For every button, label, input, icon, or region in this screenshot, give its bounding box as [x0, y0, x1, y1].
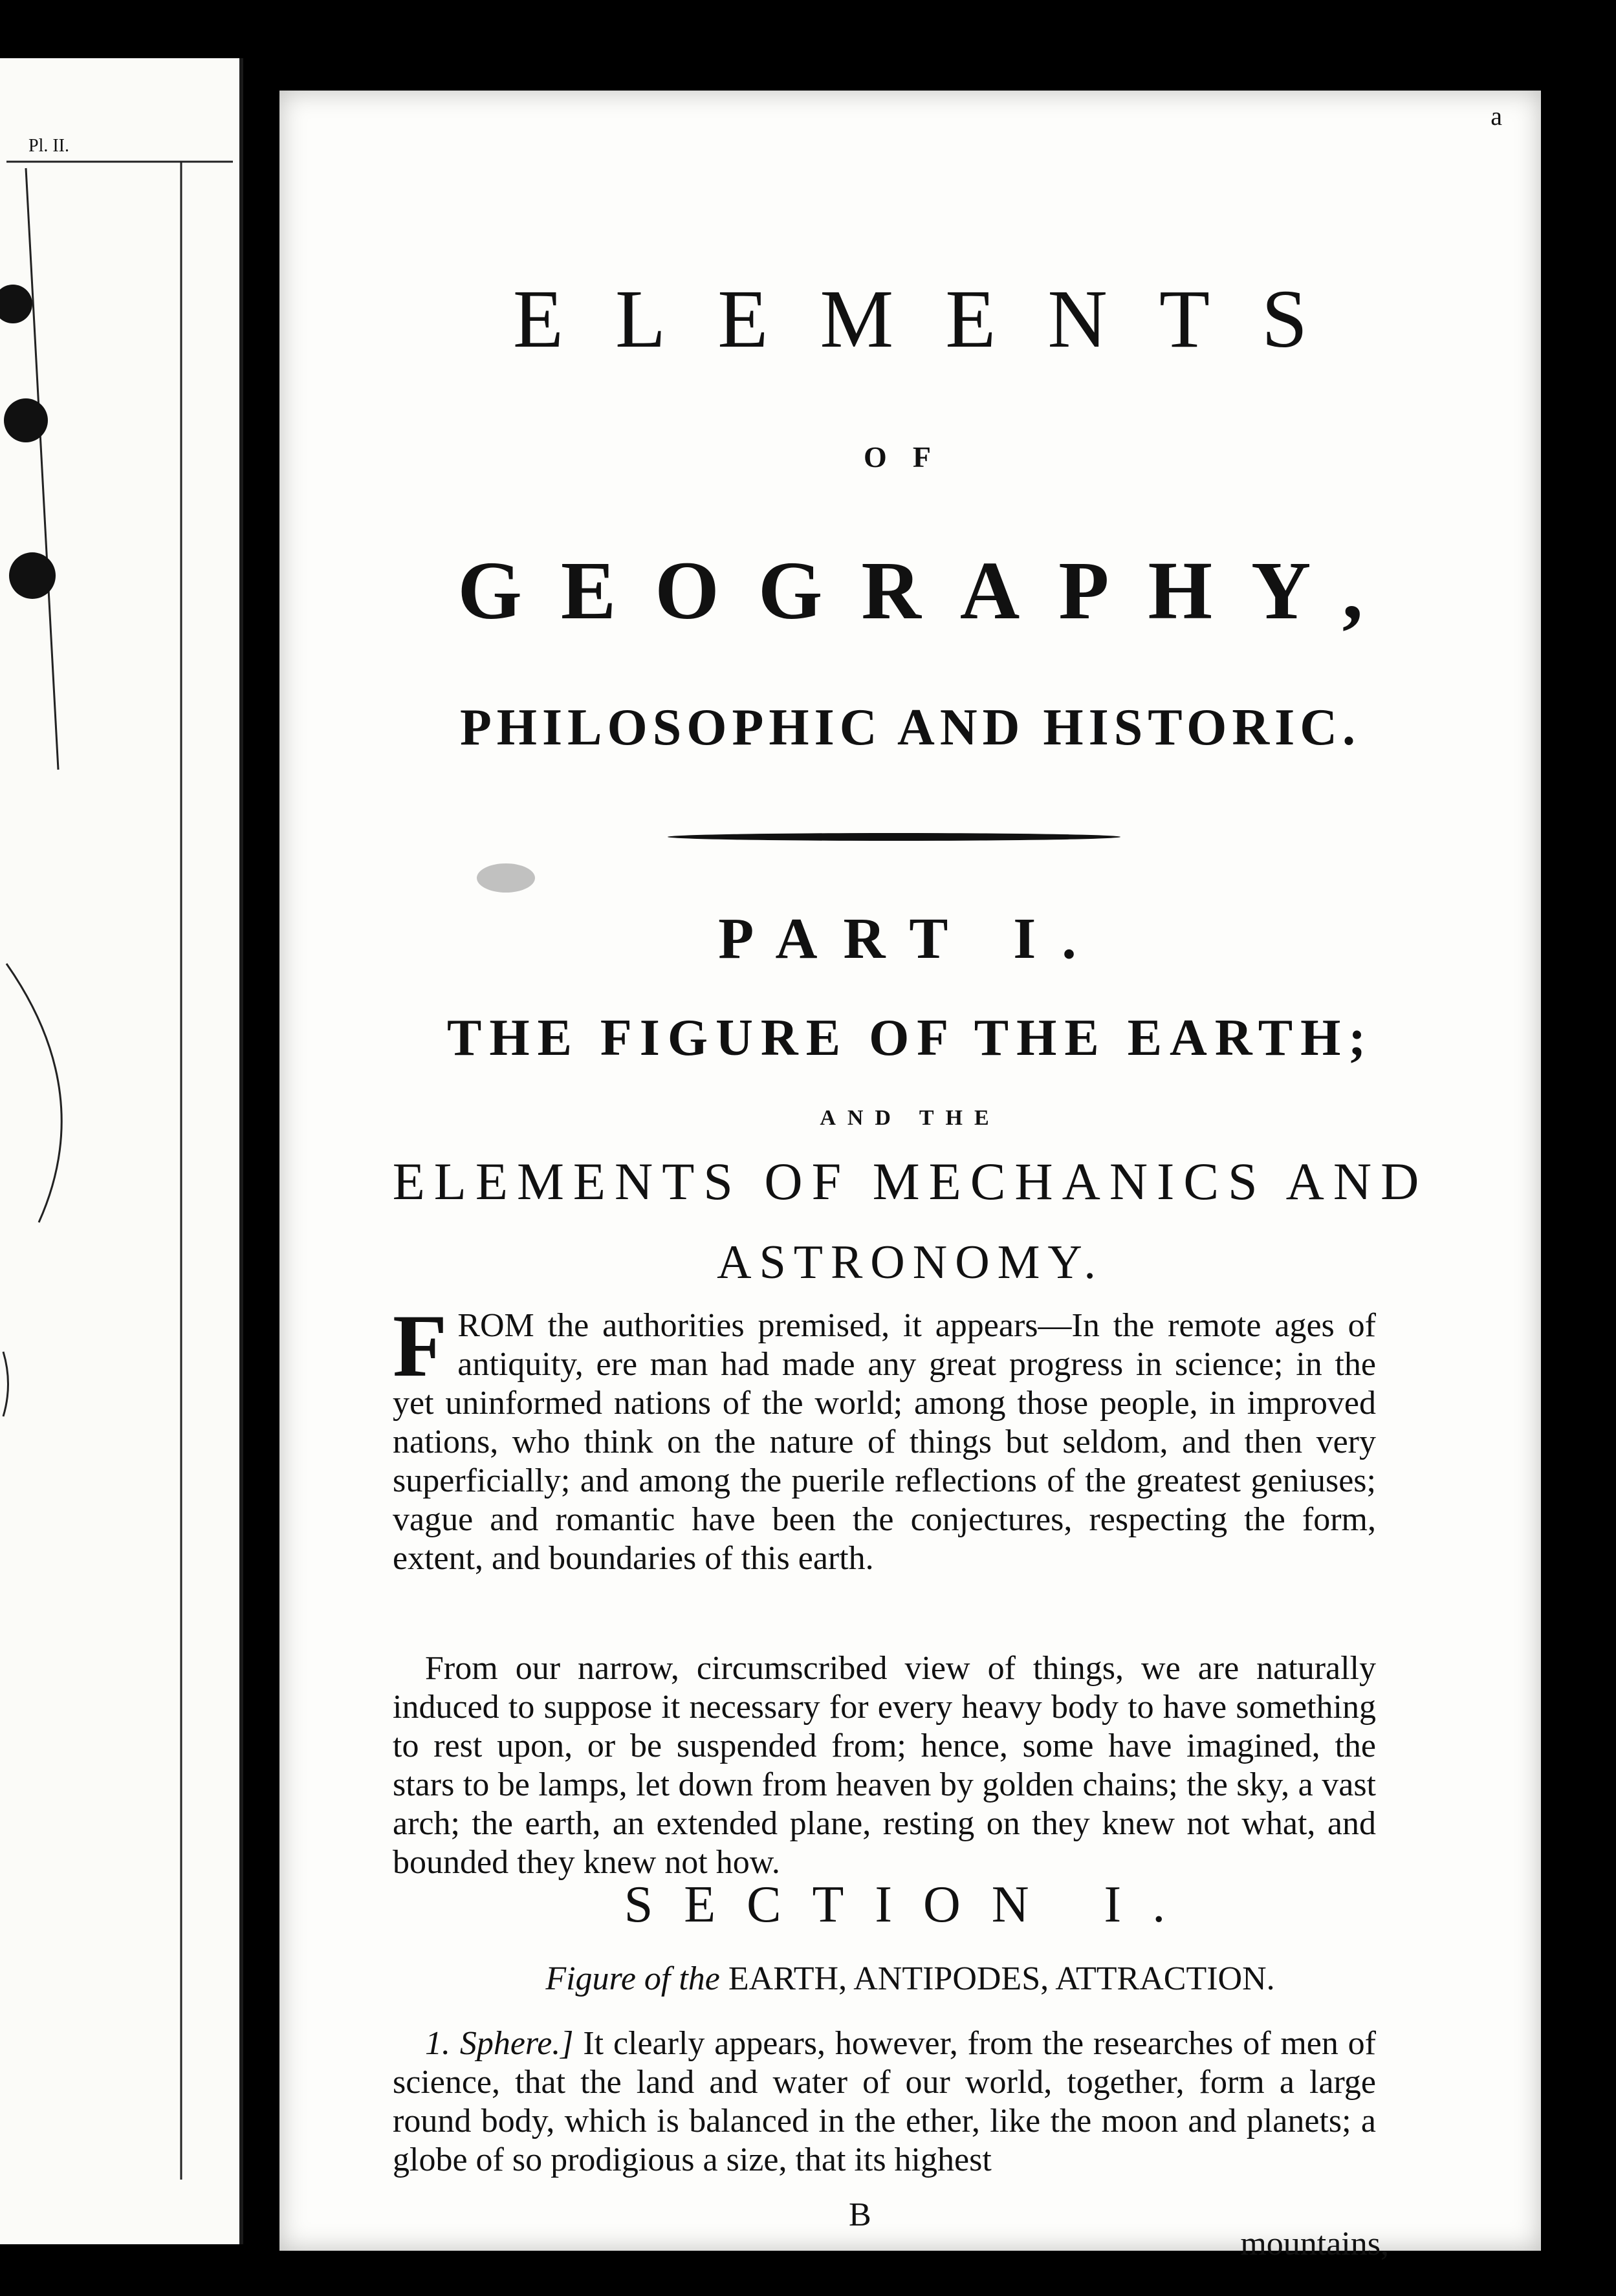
section-subtitle: [279, 1960, 1541, 1998]
catchword: mountains,: [1240, 2226, 1389, 2262]
ink-blot: [477, 863, 535, 893]
drop-cap: F: [393, 1296, 448, 1395]
title-line-3: GEOGRAPHY,: [457, 545, 1402, 636]
subtitle: PHILOSOPHIC AND HISTORIC.: [459, 699, 1361, 756]
plate-diagram: [0, 58, 239, 2244]
section-subtitle-rest: EARTH, ANTIPODES, ATTRACTION.: [728, 1960, 1275, 1997]
paragraph-3-lead: 1. Sphere.]: [425, 2025, 574, 2062]
part-title: THE FIGURE OF THE EARTH;: [446, 1010, 1374, 1067]
facing-plate: [0, 58, 243, 2244]
paragraph-2: From our narrow, circumscribed view of things, we are naturally induced to suppose it necessary for every heavy body to have something to rest upon, or be suspended from; hence, some have imagined, the stars to be lamps, let down from heaven by golden chains; the sky, a vast arch; the earth, an extended plane, resting on they knew not what, and bounded they knew not how.: [393, 1650, 1376, 1881]
part-heading: PART I.: [718, 907, 1102, 971]
signature-mark: B: [849, 2196, 871, 2233]
paragraph-1-text: ROM the authorities premised, it appears—In the remote ages of antiquity, ere man had made any great progress in science; in the yet uninformed nations of the world; among those people, in improved nations, who think on the nature of things but seldom, and then very superficially; and among the puerile reflections of the greatest geniuses; vague and romantic have been the conjectures, respecting the form, extent, and boundaries of this earth.: [393, 1307, 1376, 1577]
plate-label: Pl. II.: [28, 136, 69, 156]
section-subtitle-italic: Figure of the: [545, 1960, 720, 1997]
part-subtitle-1: ELEMENTS OF MECHANICS AND: [392, 1152, 1428, 1211]
title-line-2: OF: [864, 440, 957, 473]
part-subtitle-2: ASTRONOMY.: [717, 1236, 1104, 1289]
title-line-1: ELEMENTS: [512, 273, 1360, 365]
decorative-rule: [668, 833, 1120, 841]
book-page: [279, 91, 1541, 2262]
section-heading: SECTION I.: [624, 1876, 1197, 1933]
paragraph-1: [393, 1296, 1376, 1578]
paragraph-3: [393, 2024, 1376, 2180]
paragraph-3-text: It clearly appears, however, from the researches of men of science, that the land and water of our world, together, form a large round body, which is balanced in the ether, like the moon and planets; a globe of so prodigious a size, that its highest: [393, 2025, 1377, 2178]
corner-mark: a: [1490, 102, 1502, 131]
and-the: AND THE: [820, 1106, 1001, 1130]
